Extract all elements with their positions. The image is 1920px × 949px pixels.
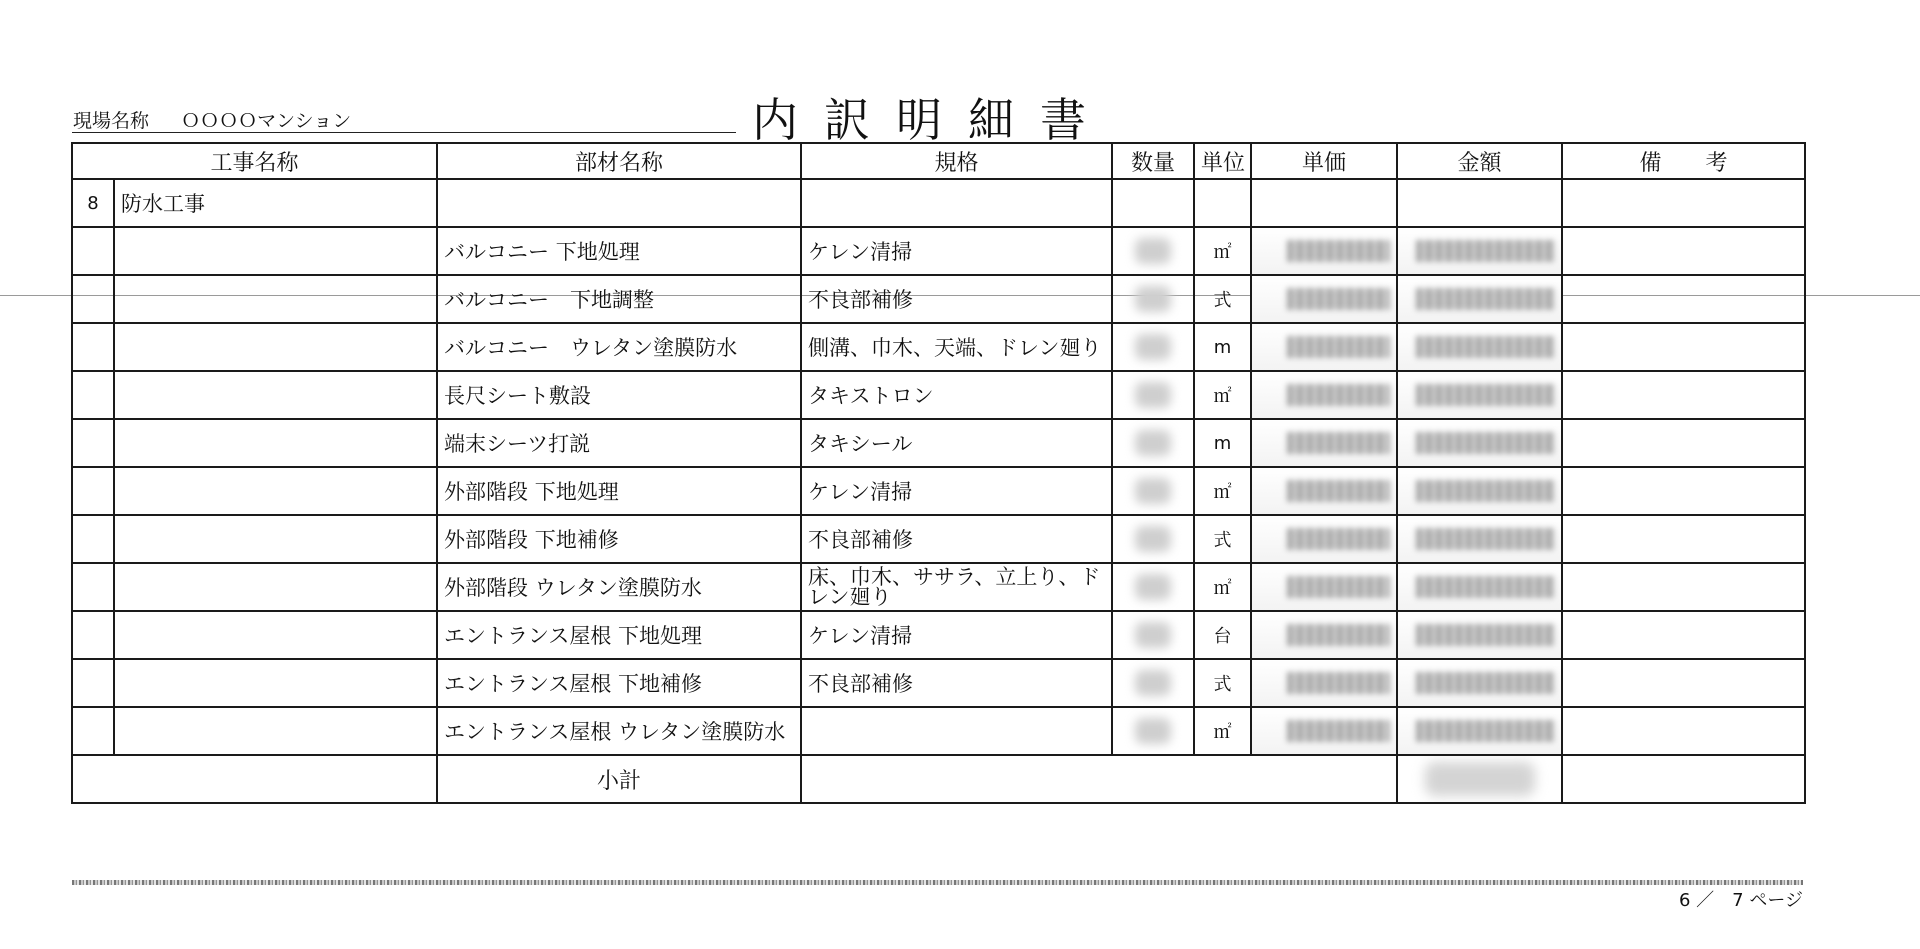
redacted-amount xyxy=(1416,528,1555,550)
unit-price-redacted xyxy=(1251,323,1397,371)
spec: 不良部補修 xyxy=(801,659,1112,707)
col-header-unit-price: 単価 xyxy=(1251,143,1397,179)
work-name-cell xyxy=(114,419,437,467)
row-number-cell xyxy=(72,515,114,563)
quantity-redacted xyxy=(1112,275,1194,323)
redacted-amount xyxy=(1416,288,1555,310)
table-row xyxy=(72,563,1805,611)
redacted-quantity xyxy=(1135,670,1171,696)
table-row xyxy=(72,419,1805,467)
quantity-redacted xyxy=(1112,707,1194,755)
redacted-unit-price xyxy=(1287,480,1390,502)
amount-redacted xyxy=(1397,419,1562,467)
redacted-amount xyxy=(1416,624,1555,646)
quantity-redacted xyxy=(1112,419,1194,467)
row-number-cell xyxy=(72,467,114,515)
unit-price-redacted xyxy=(1251,611,1397,659)
work-name-cell xyxy=(114,563,437,611)
row-number-cell xyxy=(72,659,114,707)
work-name-cell xyxy=(114,515,437,563)
amount-redacted xyxy=(1397,611,1562,659)
amount-redacted xyxy=(1397,707,1562,755)
redacted-amount xyxy=(1416,336,1555,358)
section-name: 防水工事 xyxy=(114,179,437,227)
work-name-cell xyxy=(114,467,437,515)
row-number-cell xyxy=(72,707,114,755)
redacted-amount xyxy=(1416,240,1555,262)
redacted-unit-price xyxy=(1287,672,1390,694)
redacted-amount xyxy=(1416,432,1555,454)
work-name-cell xyxy=(114,227,437,275)
remarks-cell xyxy=(1562,563,1805,611)
redacted-quantity xyxy=(1135,622,1171,648)
spec: 不良部補修 xyxy=(801,515,1112,563)
page-number: 6 ／ 7 ページ xyxy=(1679,890,1803,911)
redacted-unit-price xyxy=(1287,240,1390,262)
amount-redacted xyxy=(1397,659,1562,707)
table-row xyxy=(72,323,1805,371)
table-header-row xyxy=(72,143,1805,179)
amount-redacted xyxy=(1397,515,1562,563)
col-header-quantity: 数量 xyxy=(1112,143,1194,179)
spec: 側溝、巾木、天端、ドレン廻り xyxy=(801,323,1112,371)
redacted-unit-price xyxy=(1287,336,1390,358)
remarks-cell xyxy=(1562,467,1805,515)
row-number-cell xyxy=(72,227,114,275)
unit: 式 xyxy=(1194,515,1251,563)
material-name: バルコニー 下地処理 xyxy=(437,227,801,275)
table-row xyxy=(72,515,1805,563)
col-header-unit: 単位 xyxy=(1194,143,1251,179)
remarks-cell xyxy=(1562,659,1805,707)
table-row xyxy=(72,467,1805,515)
work-name-cell xyxy=(114,707,437,755)
remarks-cell xyxy=(1562,515,1805,563)
section-empty-cell xyxy=(801,179,1112,227)
redacted-amount xyxy=(1416,720,1555,742)
quantity-redacted xyxy=(1112,467,1194,515)
unit-price-redacted xyxy=(1251,275,1397,323)
redacted-quantity xyxy=(1135,286,1171,312)
section-empty-cell xyxy=(1251,179,1397,227)
row-number-cell xyxy=(72,323,114,371)
table-row xyxy=(72,227,1805,275)
remarks-cell xyxy=(1562,227,1805,275)
amount-redacted xyxy=(1397,563,1562,611)
subtotal-empty-cell xyxy=(801,755,1397,803)
site-name-label: 現場名称 xyxy=(73,110,150,132)
section-row xyxy=(72,179,1805,227)
unit: ㎡ xyxy=(1194,707,1251,755)
unit: 式 xyxy=(1194,275,1251,323)
subtotal-row xyxy=(72,755,1805,803)
unit: 台 xyxy=(1194,611,1251,659)
subtotal-empty-cell xyxy=(72,755,437,803)
material-name: エントランス屋根 下地補修 xyxy=(437,659,801,707)
redacted-unit-price xyxy=(1287,384,1390,406)
spec: タキストロン xyxy=(801,371,1112,419)
unit: m xyxy=(1194,419,1251,467)
redacted-quantity xyxy=(1135,574,1171,600)
spec: 床、巾木、ササラ、立上り、ドレン廻り xyxy=(801,563,1112,611)
spec: 不良部補修 xyxy=(801,275,1112,323)
unit: ㎡ xyxy=(1194,563,1251,611)
subtotal-amount-redacted xyxy=(1397,755,1562,803)
row-number-cell xyxy=(72,611,114,659)
redacted-unit-price xyxy=(1287,624,1390,646)
work-name-cell xyxy=(114,323,437,371)
redacted-unit-price xyxy=(1287,432,1390,454)
redacted-total xyxy=(1425,762,1535,796)
redacted-amount xyxy=(1416,384,1555,406)
site-name-value: ＯＯＯＯマンション xyxy=(181,110,352,132)
unit-price-redacted xyxy=(1251,227,1397,275)
material-name: 外部階段 下地補修 xyxy=(437,515,801,563)
section-empty-cell xyxy=(1194,179,1251,227)
redacted-quantity xyxy=(1135,334,1171,360)
redacted-amount xyxy=(1416,576,1555,598)
amount-redacted xyxy=(1397,275,1562,323)
spec: ケレン清掃 xyxy=(801,467,1112,515)
remarks-cell xyxy=(1562,323,1805,371)
work-name-cell xyxy=(114,659,437,707)
unit: m xyxy=(1194,323,1251,371)
material-name: 外部階段 下地処理 xyxy=(437,467,801,515)
section-empty-cell xyxy=(1397,179,1562,227)
amount-redacted xyxy=(1397,323,1562,371)
quantity-redacted xyxy=(1112,371,1194,419)
table-row xyxy=(72,275,1805,323)
unit: ㎡ xyxy=(1194,371,1251,419)
amount-redacted xyxy=(1397,227,1562,275)
quantity-redacted xyxy=(1112,323,1194,371)
subtotal-label: 小計 xyxy=(437,755,801,803)
redacted-quantity xyxy=(1135,238,1171,264)
spec: ケレン清掃 xyxy=(801,611,1112,659)
redacted-quantity xyxy=(1135,526,1171,552)
row-number-cell xyxy=(72,371,114,419)
quantity-redacted xyxy=(1112,515,1194,563)
work-name-cell xyxy=(114,371,437,419)
redacted-unit-price xyxy=(1287,576,1390,598)
redacted-unit-price xyxy=(1287,720,1390,742)
table-row xyxy=(72,371,1805,419)
amount-redacted xyxy=(1397,371,1562,419)
unit-price-redacted xyxy=(1251,659,1397,707)
remarks-cell xyxy=(1562,611,1805,659)
estimate-detail-table xyxy=(71,142,1806,804)
site-name-underline xyxy=(72,132,736,133)
document-title: 内訳明細書 xyxy=(752,93,1112,147)
remarks-cell xyxy=(1562,707,1805,755)
unit-price-redacted xyxy=(1251,707,1397,755)
spec: タキシール xyxy=(801,419,1112,467)
work-name-cell xyxy=(114,611,437,659)
subtotal-remarks xyxy=(1562,755,1805,803)
redacted-quantity xyxy=(1135,430,1171,456)
redacted-unit-price xyxy=(1287,288,1390,310)
unit-price-redacted xyxy=(1251,419,1397,467)
spec: ケレン清掃 xyxy=(801,227,1112,275)
material-name: 外部階段 ウレタン塗膜防水 xyxy=(437,563,801,611)
material-name: 長尺シート敷設 xyxy=(437,371,801,419)
redacted-amount xyxy=(1416,672,1555,694)
col-header-remarks: 備 考 xyxy=(1562,143,1805,179)
work-name-cell xyxy=(114,275,437,323)
remarks-cell xyxy=(1562,371,1805,419)
section-empty-cell xyxy=(1562,179,1805,227)
quantity-redacted xyxy=(1112,563,1194,611)
amount-redacted xyxy=(1397,467,1562,515)
unit-price-redacted xyxy=(1251,515,1397,563)
row-number-cell xyxy=(72,419,114,467)
redacted-quantity xyxy=(1135,478,1171,504)
table-row xyxy=(72,707,1805,755)
unit: 式 xyxy=(1194,659,1251,707)
material-name: バルコニー ウレタン塗膜防水 xyxy=(437,323,801,371)
unit: ㎡ xyxy=(1194,467,1251,515)
site-name-field xyxy=(73,106,351,133)
row-number-cell xyxy=(72,275,114,323)
unit: ㎡ xyxy=(1194,227,1251,275)
remarks-cell xyxy=(1562,419,1805,467)
col-header-spec: 規格 xyxy=(801,143,1112,179)
table-row xyxy=(72,659,1805,707)
col-header-material-name: 部材名称 xyxy=(437,143,801,179)
quantity-redacted xyxy=(1112,659,1194,707)
redacted-unit-price xyxy=(1287,528,1390,550)
section-number: 8 xyxy=(72,179,114,227)
quantity-redacted xyxy=(1112,227,1194,275)
quantity-redacted xyxy=(1112,611,1194,659)
row-number-cell xyxy=(72,563,114,611)
unit-price-redacted xyxy=(1251,467,1397,515)
material-name: バルコニー 下地調整 xyxy=(437,275,801,323)
section-empty-cell xyxy=(1112,179,1194,227)
redacted-quantity xyxy=(1135,718,1171,744)
section-empty-cell xyxy=(437,179,801,227)
unit-price-redacted xyxy=(1251,371,1397,419)
material-name: エントランス屋根 ウレタン塗膜防水 xyxy=(437,707,801,755)
col-header-work-name: 工事名称 xyxy=(72,143,437,179)
redacted-quantity xyxy=(1135,382,1171,408)
material-name: エントランス屋根 下地処理 xyxy=(437,611,801,659)
unit-price-redacted xyxy=(1251,563,1397,611)
material-name: 端末シーツ打説 xyxy=(437,419,801,467)
footer-scan-strip xyxy=(72,880,1803,885)
redacted-amount xyxy=(1416,480,1555,502)
spec xyxy=(801,707,1112,755)
remarks-cell xyxy=(1562,275,1805,323)
col-header-amount: 金額 xyxy=(1397,143,1562,179)
table-row xyxy=(72,611,1805,659)
